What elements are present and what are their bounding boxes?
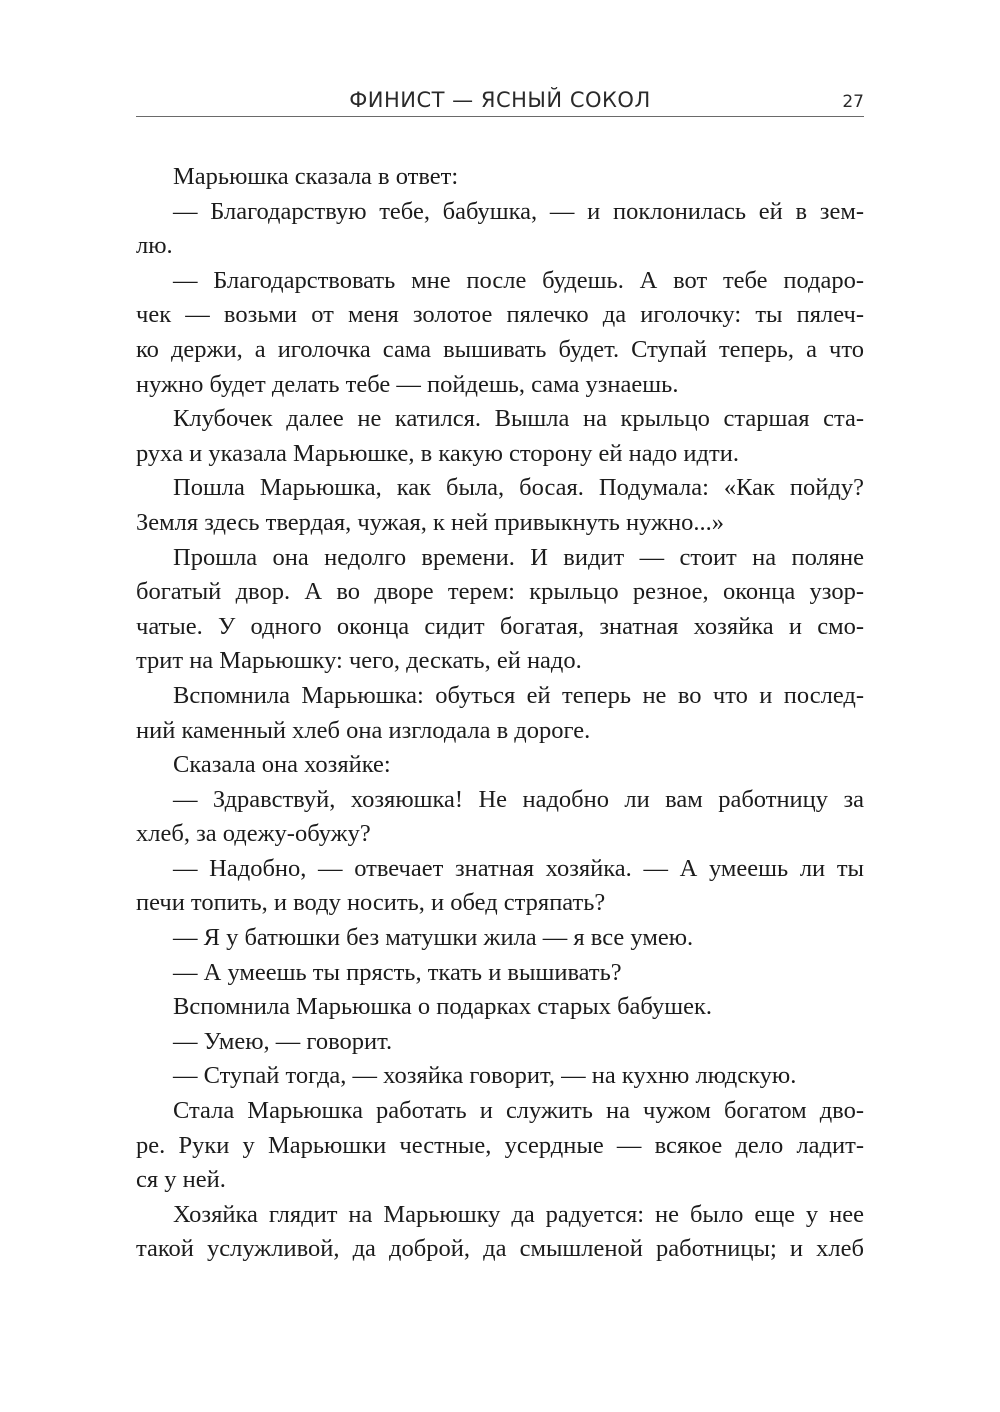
text-line: чатые. У одного оконца сидит богатая, знатная хозяйка и смо- xyxy=(136,612,864,640)
text-line: Вспомнила Марьюшка о подарках старых бабушек. xyxy=(173,993,712,1021)
text-line: — Я у батюшки без матушки жила — я все умею. xyxy=(173,924,694,952)
chapter-title: ФИНИСТ — ЯСНЫЙ СОКОЛ xyxy=(349,88,651,112)
text-line: трит на Марьюшку: чего, дескать, ей надо. xyxy=(136,647,582,675)
text-line: ре. Руки у Марьюшки честные, усердные — всякое дело ладит- xyxy=(136,1131,864,1159)
page-number: 27 xyxy=(842,92,864,112)
text-line: печи топить, и воду носить, и обед стряпать? xyxy=(136,889,606,917)
text-line: такой услужливой, да доброй, да смышленой работницы; и хлеб xyxy=(136,1235,864,1263)
text-line: — Ступай тогда, — хозяйка говорит, — на кухню людскую. xyxy=(173,1062,797,1090)
text-line: ко держи, а иголочка сама вышивать будет. Ступай теперь, а что xyxy=(136,335,864,363)
text-line: Сказала она хозяйке: xyxy=(173,751,391,779)
body-text xyxy=(136,160,864,1267)
text-line: — Здравствуй, хозяюшка! Не надобно ли вам работницу за xyxy=(173,785,864,813)
text-line: — Надобно, — отвечает знатная хозяйка. — А умеешь ли ты xyxy=(173,854,864,882)
text-line: Земля здесь твердая, чужая, к ней привыкнуть нужно...» xyxy=(136,508,724,536)
text-line: — Умею, — говорит. xyxy=(173,1027,393,1055)
text-line: Вспомнила Марьюшка: обуться ей теперь не во что и послед- xyxy=(173,681,864,709)
running-header xyxy=(136,86,864,117)
text-line: ний каменный хлеб она изглодала в дороге. xyxy=(136,716,591,744)
text-line: руха и указала Марьюшке, в какую сторону ей надо идти. xyxy=(136,439,739,467)
text-line: ся у ней. xyxy=(136,1166,226,1194)
text-line: Хозяйка глядит на Марьюшку да радуется: не было еще у нее xyxy=(173,1200,864,1228)
text-line: Марьюшка сказала в ответ: xyxy=(173,163,459,190)
text-line: Прошла она недолго времени. И видит — стоит на поляне xyxy=(173,543,864,571)
text-line: Пошла Марьюшка, как была, босая. Подумала: «Как пойду? xyxy=(173,474,864,502)
text-line: богатый двор. А во дворе терем: крыльцо резное, оконца узор- xyxy=(136,578,864,606)
text-line: хлеб, за одежу-обужу? xyxy=(136,820,371,848)
text-line: — Благодарствую тебе, бабушка, — и поклонилась ей в зем- xyxy=(173,197,864,225)
text-line: лю. xyxy=(136,232,173,260)
text-line: чек — возьми от меня золотое пялечко да иголочку: ты пялеч- xyxy=(136,301,864,329)
text-line: — Благодарствовать мне после будешь. А вот тебе подаро- xyxy=(173,266,864,294)
text-line: Стала Марьюшка работать и служить на чужом богатом дво- xyxy=(173,1097,864,1125)
text-line: Клубочек далее не катился. Вышла на крыльцо старшая ста- xyxy=(173,405,864,433)
text-line: нужно будет делать тебе — пойдешь, сама узнаешь. xyxy=(136,370,679,398)
text-line: — А умеешь ты прясть, ткать и вышивать? xyxy=(173,958,622,986)
